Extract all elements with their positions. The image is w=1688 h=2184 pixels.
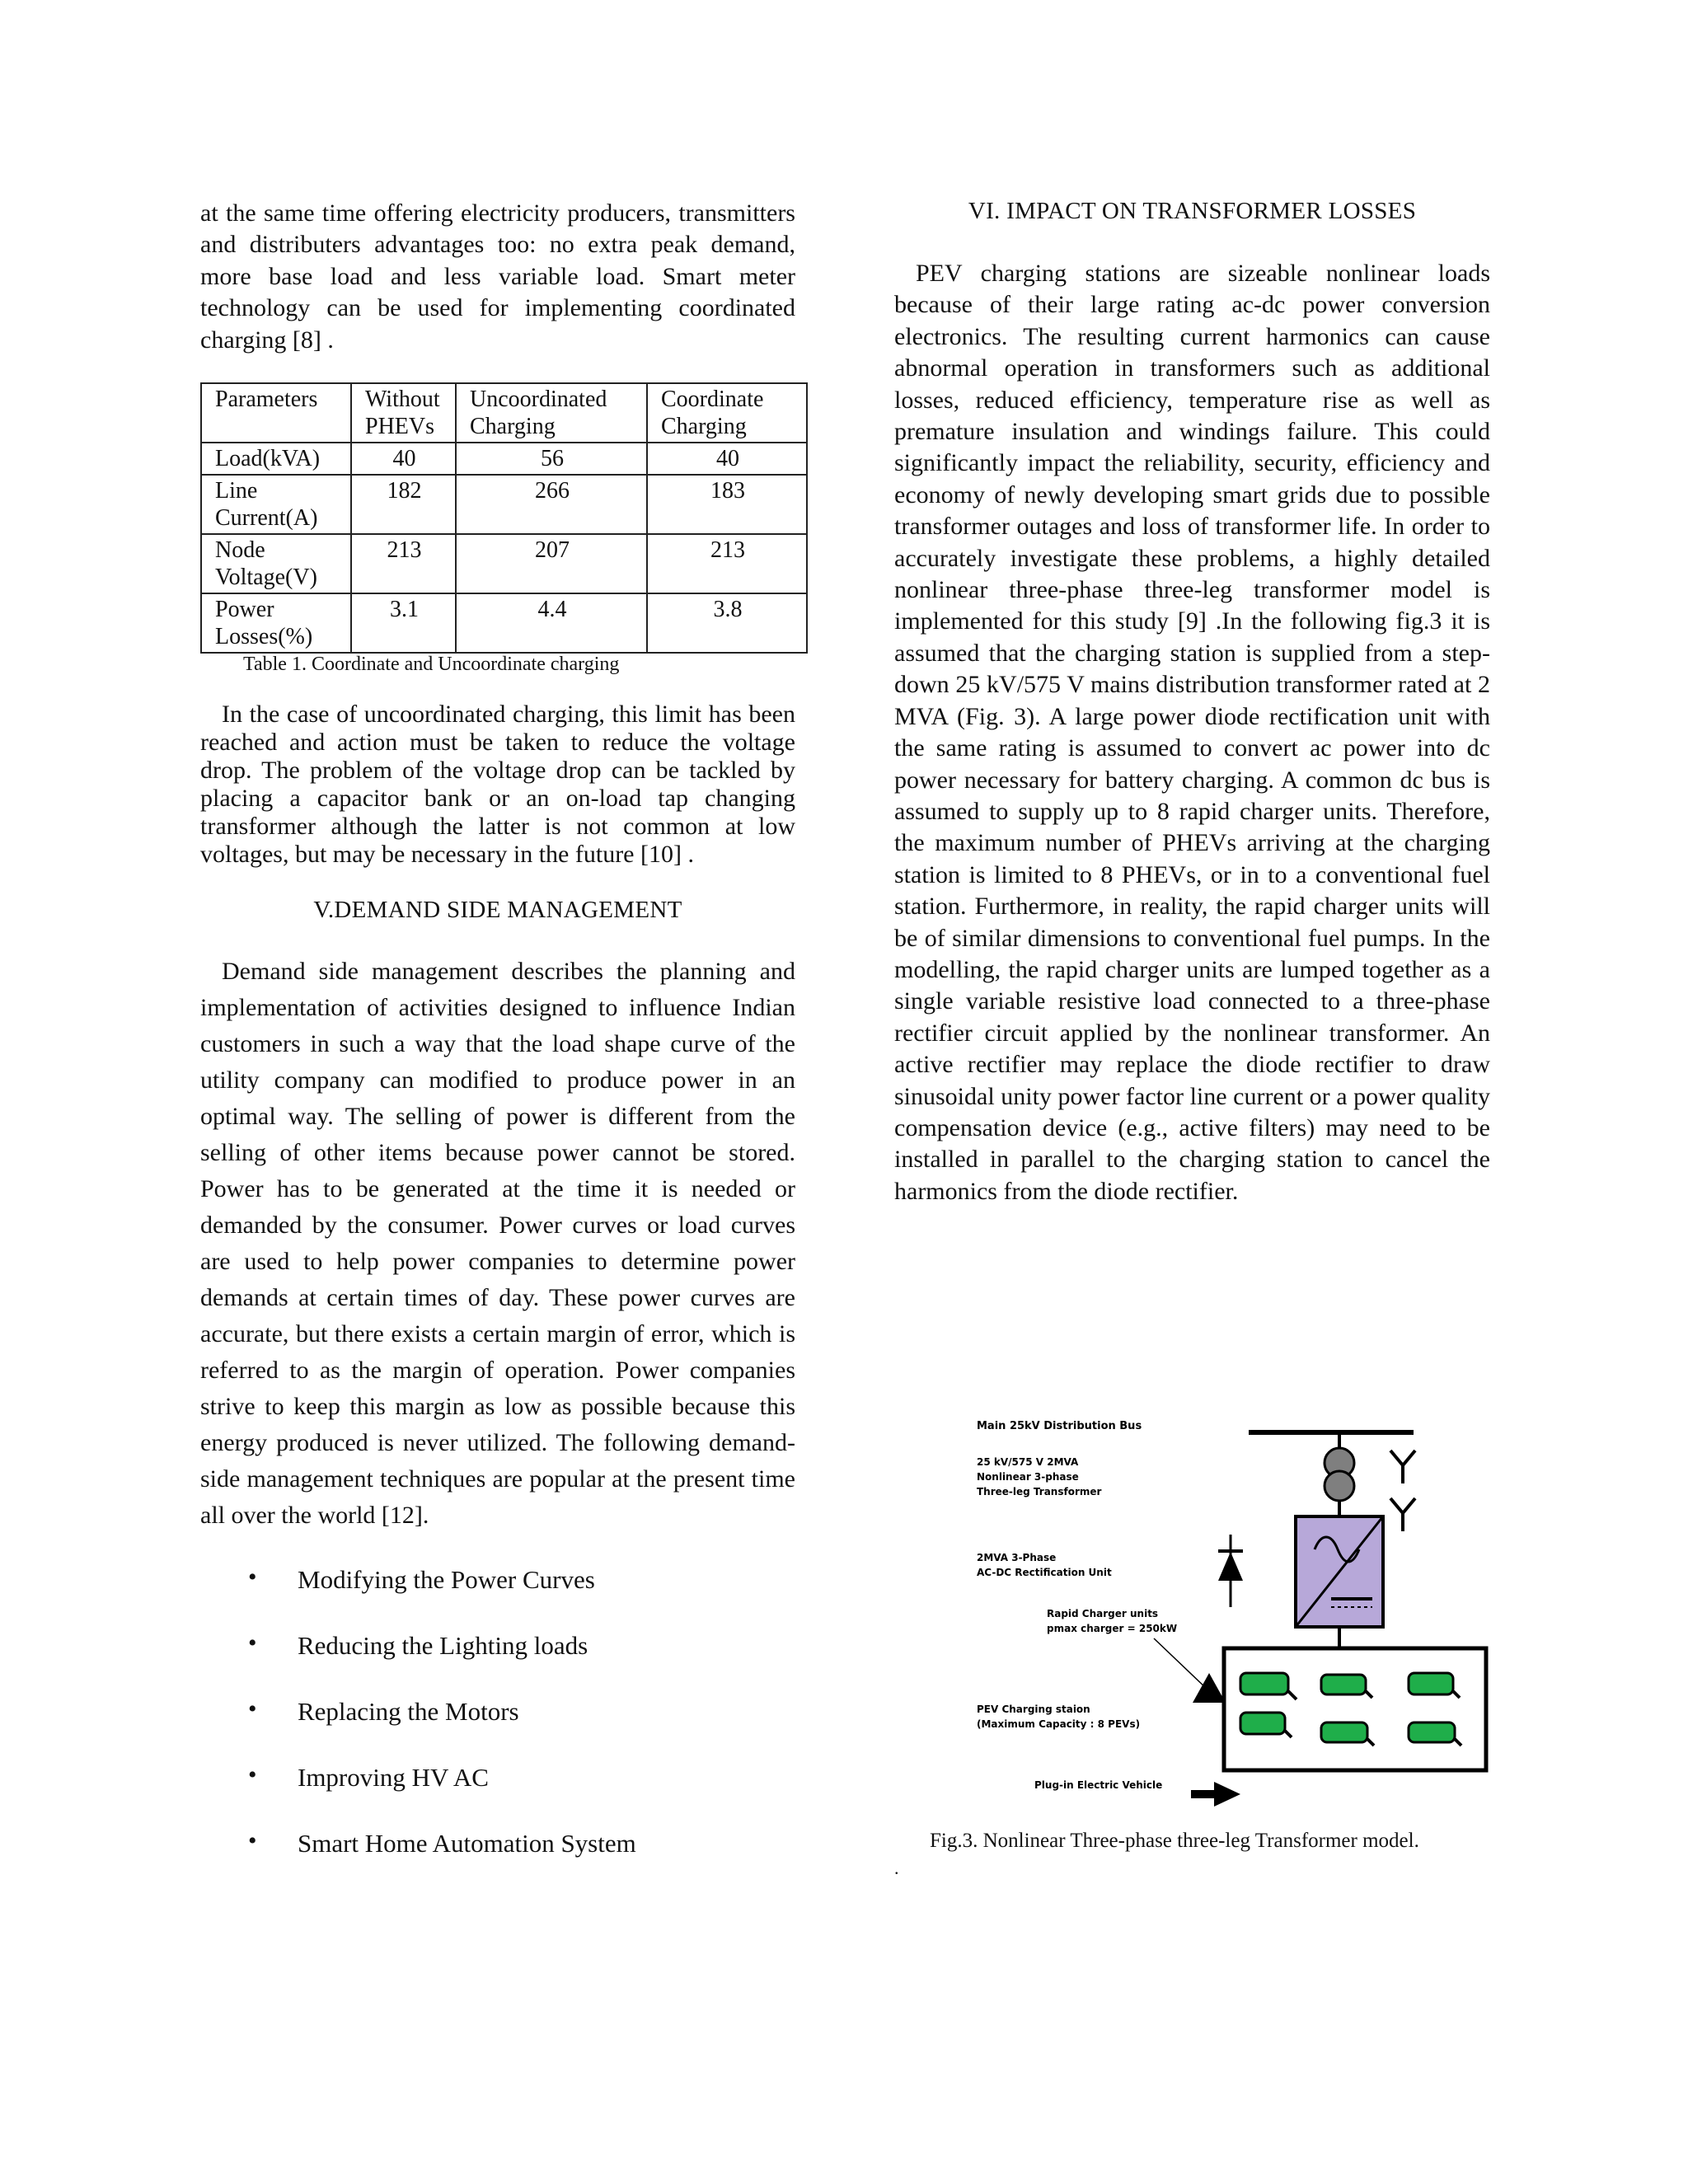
figure-3 — [968, 1401, 1504, 1830]
table-header-cell: Parameters — [201, 383, 351, 443]
uncoordinated-paragraph: In the case of uncoordinated charging, this limit has been reached and action must be taken to reduce the voltage drop. The problem of the voltage drop can be tackled by placing a capacitor bank or an on-load tap changing transformer although the latter is not common at low voltages, but may be necessary in the future [10] . — [200, 701, 795, 869]
table-cell: 3.8 — [647, 593, 807, 653]
table-header-row — [201, 383, 807, 443]
vehicle-label: Plug-in Electric Vehicle — [1034, 1779, 1163, 1791]
table-header-cell: Coordinate Charging — [647, 383, 807, 443]
list-item: • Modifying the Power Curves — [248, 1563, 595, 1595]
bus-label: Main 25kV Distribution Bus — [977, 1420, 1142, 1432]
table-cell: 40 — [647, 443, 807, 475]
table-header-cell: Uncoordinated Charging — [456, 383, 647, 443]
wye-symbol-icon — [1390, 1451, 1415, 1483]
table-cell: 213 — [647, 534, 807, 593]
parameters-table — [200, 382, 808, 654]
table-row — [201, 443, 807, 475]
transformer-label-2: Nonlinear 3-phase — [977, 1471, 1079, 1483]
transformer-label-3: Three-leg Transformer — [977, 1486, 1102, 1497]
table-cell: 4.4 — [456, 593, 647, 653]
section-v-heading: V.DEMAND SIDE MANAGEMENT — [313, 897, 682, 924]
table-header-cell: Without PHEVs — [351, 383, 456, 443]
list-item: • Reducing the Lighting loads — [248, 1629, 588, 1661]
table-cell: 207 — [456, 534, 647, 593]
transformer-diagram — [968, 1401, 1504, 1830]
charger-leader-line — [1154, 1638, 1207, 1690]
table-cell: Line Current(A) — [201, 475, 351, 534]
table-cell: 3.1 — [351, 593, 456, 653]
table-row — [201, 475, 807, 534]
right-column — [894, 198, 1490, 1207]
transformer-paragraph: PEV charging stations are sizeable nonlinear loads because of their large rating ac-dc power conversion electronics. The resulting current harmonics can cause abnormal operation in transformers such as additional losses, reduced efficiency, temperature rise as well as premature insulation and windings failure. This could significantly impact the reliability, security, efficiency and economy of newly developing smart grids due to possible transformer outages and loss of transformer life. In order to accurately investigate these problems, a highly detailed nonlinear three-phase three-leg transformer model is implemented for this study [9] .In the following fig.3 it is assumed that the charging station is supplied from a step-down 25 kV/575 V mains distribution transformer rated at 2 MVA (Fig. 3). A large power diode rectification unit with the same rating is assumed to convert ac power into dc power necessary for battery charging. A common dc bus is assumed to supply up to 8 rapid charger units. Therefore, the maximum number of PHEVs arriving at the charging station is limited to 8 PHEVs, or in to a conventional fuel station. Furthermore, in reality, the rapid charger units will be of similar dimensions to conventional fuel pumps. In the modelling, the rapid charger units are lumped together as a single variable resistive load connected to a three-phase rectifier circuit applied by the nonlinear transformer. An active rectifier may replace the diode rectifier to draw sinusoidal unity power factor line current or a power quality compensation device (e.g., active filters) may need to be installed in parallel to the charging station to cancel the harmonics from the diode rectifier. — [894, 260, 1490, 1205]
table-cell: 182 — [351, 475, 456, 534]
charger-label-2: pmax charger = 250kW — [1047, 1623, 1178, 1634]
left-column — [200, 198, 795, 1895]
intro-paragraph: at the same time offering electricity producers, transmitters and distributers advantages too: no extra peak demand, more base load and less variable load. Smart meter technology can be used for implementing coordinated charging [8] . — [200, 199, 795, 354]
table-caption: Table 1. Coordinate and Uncoordinate charging — [243, 654, 620, 676]
table-row — [201, 593, 807, 653]
diode-icon — [1218, 1535, 1243, 1607]
transformer-secondary-coil — [1325, 1471, 1354, 1501]
charger-label-1: Rapid Charger units — [1047, 1608, 1159, 1619]
trailing-mark: . — [894, 1858, 899, 1878]
table-cell: 213 — [351, 534, 456, 593]
station-label-1: PEV Charging staion — [977, 1704, 1090, 1715]
table-cell: 40 — [351, 443, 456, 475]
figure-caption: Fig.3. Nonlinear Three-phase three-leg Transformer model. — [930, 1830, 1419, 1852]
station-label-2: (Maximum Capacity : 8 PEVs) — [977, 1718, 1141, 1730]
dsm-paragraph: Demand side management describes the planning and implementation of activities designed to influence Indian customers in such a way that the load shape curve of the utility company can modified to produce power in an optimal way. The selling of power is different from the selling of other items because power cannot be stored. Power has to be generated at the time it is needed or demanded by the consumer. Power curves or load curves are used to help power companies to determine power demands at certain times of day. These power curves are accurate, but there exists a certain margin of error, which is referred to as the margin of operation. Power companies strive to keep this margin as low as possible because this energy produced is never utilized. The following demand-side management techniques are popular at the present time all over the world [12]. — [200, 958, 795, 1530]
table-cell: Node Voltage(V) — [201, 534, 351, 593]
charging-station-box — [1224, 1648, 1486, 1770]
wye-symbol-icon — [1390, 1498, 1415, 1531]
list-item: • Smart Home Automation System — [248, 1827, 636, 1858]
list-item: • Replacing the Motors — [248, 1695, 519, 1727]
rectifier-label-2: AC-DC Rectification Unit — [977, 1567, 1112, 1578]
table-row — [201, 534, 807, 593]
transformer-label-1: 25 kV/575 V 2MVA — [977, 1456, 1079, 1468]
charger-pointer-icon — [1193, 1673, 1226, 1703]
table-cell: 266 — [456, 475, 647, 534]
table-cell: 56 — [456, 443, 647, 475]
table-cell: 183 — [647, 475, 807, 534]
rectifier-label-1: 2MVA 3-Phase — [977, 1552, 1057, 1563]
table-cell: Load(kVA) — [201, 443, 351, 475]
right-arrow-icon — [1191, 1782, 1240, 1807]
table-cell: Power Losses(%) — [201, 593, 351, 653]
list-item: • Improving HV AC — [248, 1761, 489, 1793]
section-vi-heading: VI. IMPACT ON TRANSFORMER LOSSES — [968, 198, 1417, 224]
dsm-technique-list — [200, 1565, 795, 1895]
